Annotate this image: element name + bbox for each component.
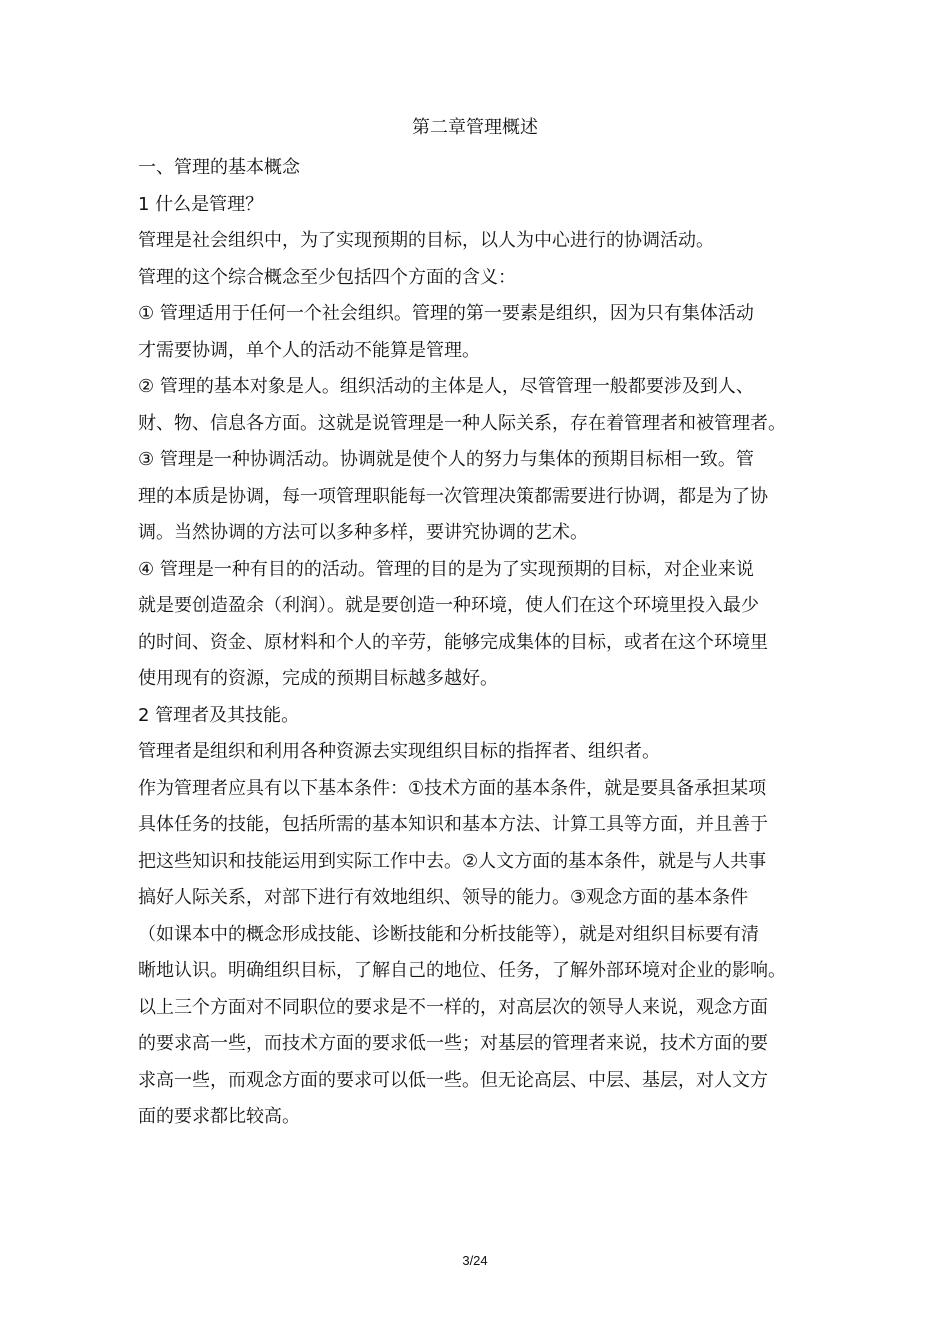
text-line: 财、物、信息各方面。这就是说管理是一种人际关系，存在着管理者和被管理者。 <box>138 412 786 434</box>
subsection-heading: 1 什么是管理？ <box>138 193 264 215</box>
text-line: 求高一些，而观念方面的要求可以低一些。但无论高层、中层、基层，对人文方 <box>138 1069 768 1091</box>
text-line: 以上三个方面对不同职位的要求是不一样的，对高层次的领导人来说，观念方面 <box>138 996 768 1018</box>
text-line: 面的要求都比较高。 <box>138 1106 300 1127</box>
text-line: 晰地认识。明确组织目标，了解自己的地位、任务，了解外部环境对企业的影响。 <box>138 960 786 981</box>
text-line: ③ 管理是一种协调活动。协调就是使个人的努力与集体的预期目标相一致。管 <box>138 449 754 470</box>
text-line: 管理是社会组织中，为了实现预期的目标，以人为中心进行的协调活动。 <box>138 230 714 251</box>
text-line: 的要求高一些，而技术方面的要求低一些；对基层的管理者来说，技术方面的要 <box>138 1033 768 1054</box>
text-line: 具体任务的技能，包括所需的基本知识和基本方法、计算工具等方面，并且善于 <box>138 814 768 835</box>
text-line: （如课本中的概念形成技能、诊断技能和分析技能等），就是对组织目标要有清 <box>138 923 759 945</box>
text-line: 理的本质是协调，每一项管理职能每一次管理决策都需要进行协调，都是为了协 <box>138 485 768 507</box>
section-heading: 一、管理的基本概念 <box>138 157 300 178</box>
text-line: 作为管理者应具有以下基本条件：①技术方面的基本条件，就是要具备承担某项 <box>138 777 767 799</box>
text-line: 调。当然协调的方法可以多种多样，要讲究协调的艺术。 <box>138 522 588 543</box>
text-line: ④ 管理是一种有目的的活动。管理的目的是为了实现预期的目标，对企业来说 <box>138 558 754 580</box>
text-line: ① 管理适用于任何一个社会组织。管理的第一要素是组织，因为只有集体活动 <box>138 303 754 324</box>
body-text <box>138 150 838 1136</box>
text-line: 就是要创造盈余（利润）。就是要创造一种环境，使人们在这个环境里投入最少 <box>138 595 759 616</box>
chapter-title: 第二章管理概述 <box>412 117 538 138</box>
text-line: 才需要协调，单个人的活动不能算是管理。 <box>138 339 480 361</box>
text-line: 管理的这个综合概念至少包括四个方面的含义： <box>138 266 516 288</box>
text-line: 使用现有的资源，完成的预期目标越多越好。 <box>138 668 498 689</box>
text-line: 把这些知识和技能运用到实际工作中去。②人文方面的基本条件，就是与人共事 <box>138 850 767 872</box>
page-number: 3/24 <box>462 1253 488 1268</box>
subsection-heading: 2 管理者及其技能。 <box>138 704 300 726</box>
text-line: ② 管理的基本对象是人。组织活动的主体是人，尽管管理一般都要涉及到人、 <box>138 376 754 397</box>
text-line: 的时间、资金、原材料和个人的辛劳，能够完成集体的目标，或者在这个环境里 <box>138 631 768 653</box>
text-line: 管理者是组织和利用各种资源去实现组织目标的指挥者、组织者。 <box>138 741 660 762</box>
text-line: 搞好人际关系，对部下进行有效地组织、领导的能力。③观念方面的基本条件 <box>138 887 749 908</box>
